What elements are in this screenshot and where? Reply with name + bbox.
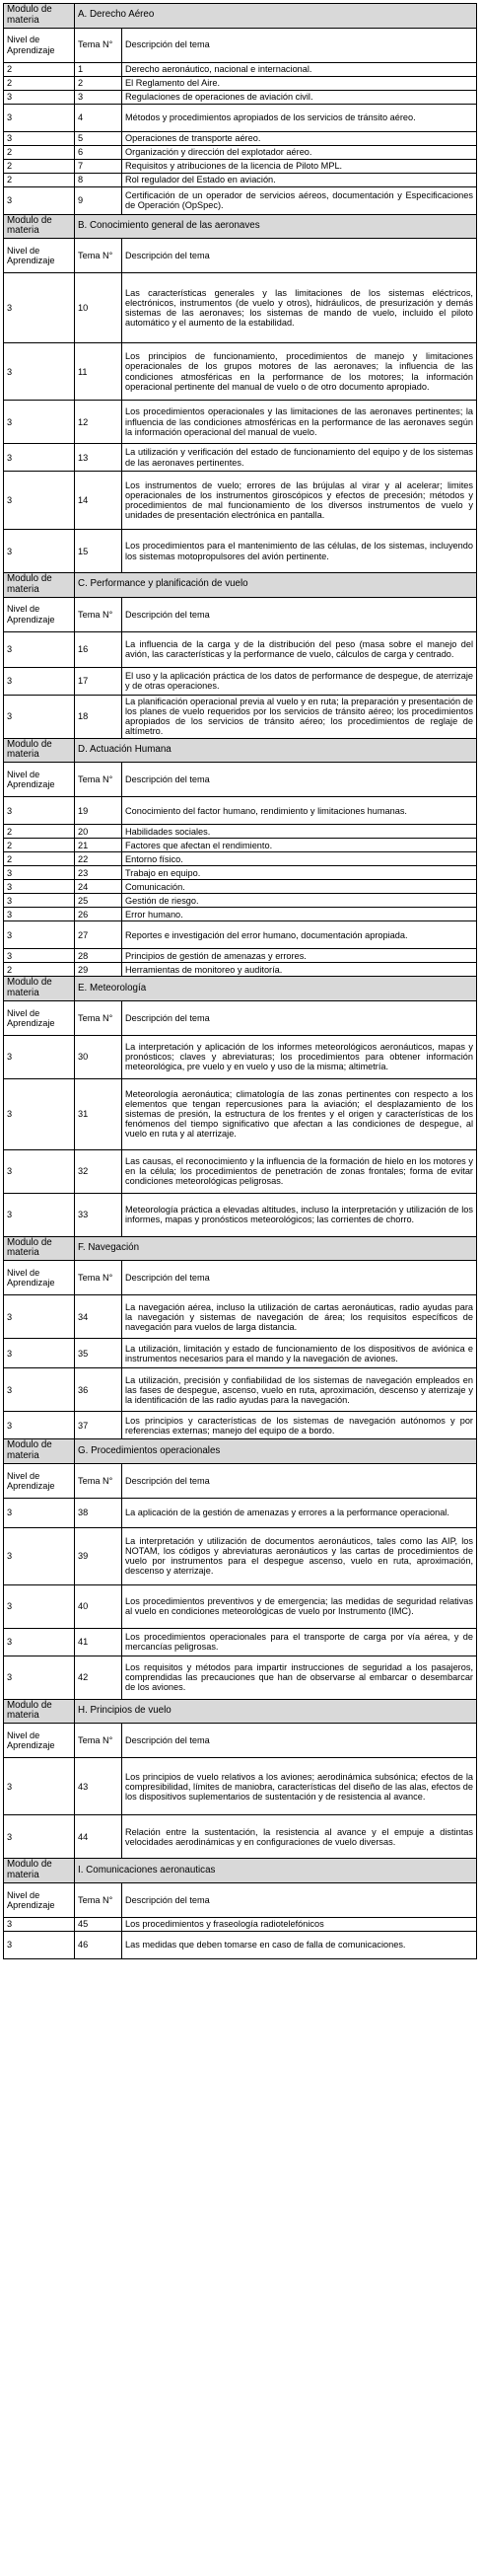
topic-description-cell: Trabajo en equipo. (122, 866, 477, 880)
header-topic-number: Tema N° (75, 28, 122, 62)
topic-number-cell: 32 (75, 1149, 122, 1193)
learning-level-cell: 3 (4, 866, 75, 880)
section-header-row (4, 1859, 477, 1883)
learning-level-cell: 2 (4, 62, 75, 76)
header-topic-number: Tema N° (75, 597, 122, 631)
learning-level-cell: 3 (4, 1931, 75, 1958)
learning-level-cell: 3 (4, 104, 75, 131)
topic-number-cell: 9 (75, 186, 122, 214)
table-row (4, 1498, 477, 1527)
header-topic-number: Tema N° (75, 1724, 122, 1758)
learning-level-cell: 3 (4, 894, 75, 908)
section-title: I. Comunicaciones aeronauticas (75, 1859, 477, 1883)
topic-description-cell: Las causas, el reconocimiento y la influencia de la formación de hielo en los motores y en la célula; los procedimientos de penetración de zonas frontales; forma de evitar condiciones meteorológicas peligrosas. (122, 1149, 477, 1193)
syllabus-table (3, 3, 477, 1959)
topic-number-cell: 7 (75, 159, 122, 173)
table-row (4, 1815, 477, 1859)
table-row (4, 825, 477, 839)
topic-description-cell: Las características generales y las limitaciones de los sistemas eléctricos, electrónicos, instrumentos (de vuelo y otros), hidráulicos, de presurización y demás sistemas de las aeronaves; los sistemas de mando de vuelo, incluido el piloto automático y el aumento de la estabilidad. (122, 273, 477, 343)
section-header-row (4, 1439, 477, 1464)
module-label: Modulo de materia (4, 1236, 75, 1261)
topic-number-cell: 44 (75, 1815, 122, 1859)
column-header-row (4, 28, 477, 62)
topic-number-cell: 16 (75, 631, 122, 667)
table-row (4, 343, 477, 401)
topic-number-cell: 34 (75, 1295, 122, 1339)
learning-level-cell: 2 (4, 852, 75, 866)
table-row (4, 963, 477, 977)
topic-description-cell: La interpretación y utilización de documentos aeronáuticos, tales como las AIP, los NOTAM, los códigos y abreviaturas aeronáuticos y las cartas de procedimientos de vuelo por instrumentos para el despegue ascenso, vuelo en ruta, aproximación, descenso y aterrizaje. (122, 1527, 477, 1584)
topic-number-cell: 2 (75, 76, 122, 90)
module-label: Modulo de materia (4, 1699, 75, 1724)
learning-level-cell: 2 (4, 963, 75, 977)
table-row (4, 104, 477, 131)
topic-number-cell: 19 (75, 797, 122, 825)
table-row (4, 173, 477, 186)
table-row (4, 1527, 477, 1584)
table-row (4, 1758, 477, 1815)
topic-number-cell: 24 (75, 880, 122, 894)
table-row (4, 401, 477, 444)
table-row (4, 908, 477, 921)
table-row (4, 186, 477, 214)
section-title: A. Derecho Aéreo (75, 4, 477, 29)
topic-description-cell: Los procedimientos y fraseología radiotelefónicos (122, 1917, 477, 1931)
topic-number-cell: 15 (75, 530, 122, 573)
learning-level-cell: 2 (4, 173, 75, 186)
topic-description-cell: Requisitos y atribuciones de la licencia de Piloto MPL. (122, 159, 477, 173)
table-row (4, 1295, 477, 1339)
module-label: Modulo de materia (4, 977, 75, 1001)
table-row (4, 866, 477, 880)
learning-level-cell: 3 (4, 667, 75, 695)
learning-level-cell: 3 (4, 1584, 75, 1628)
topic-number-cell: 11 (75, 343, 122, 401)
learning-level-cell: 3 (4, 1193, 75, 1236)
section-header-row (4, 738, 477, 763)
topic-description-cell: Los principios y características de los sistemas de navegación autónomos y por referencias externas; manejo del equipo de a bordo. (122, 1412, 477, 1439)
topic-description-cell: Los principios de funcionamiento, procedimientos de manejo y limitaciones operacionales de los grupos motores de las aeronaves; la influencia de las condiciones atmosféricas en la performance de los motores; la información operacional pertinente del manual de vuelo o de otro documento apropiado. (122, 343, 477, 401)
learning-level-cell: 3 (4, 90, 75, 104)
section-header-row (4, 1699, 477, 1724)
learning-level-cell: 3 (4, 273, 75, 343)
header-learning-level: Nivel de Aprendizaje (4, 1882, 75, 1917)
learning-level-cell: 3 (4, 1656, 75, 1699)
header-learning-level: Nivel de Aprendizaje (4, 1261, 75, 1295)
table-row (4, 1931, 477, 1958)
module-label: Modulo de materia (4, 214, 75, 239)
header-learning-level: Nivel de Aprendizaje (4, 1724, 75, 1758)
header-learning-level: Nivel de Aprendizaje (4, 1000, 75, 1035)
topic-number-cell: 13 (75, 444, 122, 472)
topic-description-cell: Meteorología práctica a elevadas altitudes, incluso la interpretación y utilización de los informes, mapas y pronósticos meteorológicos; las corrientes de chorro. (122, 1193, 477, 1236)
header-learning-level: Nivel de Aprendizaje (4, 239, 75, 273)
learning-level-cell: 2 (4, 76, 75, 90)
learning-level-cell: 3 (4, 1339, 75, 1368)
table-row (4, 880, 477, 894)
module-label: Modulo de materia (4, 1859, 75, 1883)
table-row (4, 631, 477, 667)
column-header-row (4, 763, 477, 797)
module-label: Modulo de materia (4, 4, 75, 29)
header-topic-description: Descripción del tema (122, 1882, 477, 1917)
table-row (4, 76, 477, 90)
topic-number-cell: 43 (75, 1758, 122, 1815)
topic-number-cell: 10 (75, 273, 122, 343)
section-title: C. Performance y planificación de vuelo (75, 573, 477, 598)
table-row (4, 273, 477, 343)
topic-description-cell: Regulaciones de operaciones de aviación civil. (122, 90, 477, 104)
learning-level-cell: 3 (4, 908, 75, 921)
section-header-row (4, 214, 477, 239)
topic-number-cell: 5 (75, 131, 122, 145)
topic-description-cell: Herramientas de monitoreo y auditoría. (122, 963, 477, 977)
topic-description-cell: Los procedimientos para el mantenimiento de las células, de los sistemas, incluyendo los sistemas motopropulsores del avión pertinente. (122, 530, 477, 573)
topic-number-cell: 35 (75, 1339, 122, 1368)
learning-level-cell: 2 (4, 159, 75, 173)
learning-level-cell: 3 (4, 1368, 75, 1412)
topic-description-cell: Reportes e investigación del error humano, documentación apropiada. (122, 921, 477, 949)
topic-description-cell: Las medidas que deben tomarse en caso de falla de comunicaciones. (122, 1931, 477, 1958)
table-row (4, 1193, 477, 1236)
topic-number-cell: 29 (75, 963, 122, 977)
topic-description-cell: El uso y la aplicación práctica de los datos de performance de despegue, de aterrizaje y de otras operaciones. (122, 667, 477, 695)
section-header-row (4, 4, 477, 29)
learning-level-cell: 3 (4, 401, 75, 444)
table-row (4, 949, 477, 963)
table-row (4, 894, 477, 908)
topic-description-cell: Los procedimientos operacionales para el transporte de carga por vía aérea, y de mercancías peligrosas. (122, 1628, 477, 1656)
learning-level-cell: 3 (4, 472, 75, 530)
table-row (4, 695, 477, 738)
header-topic-number: Tema N° (75, 763, 122, 797)
header-learning-level: Nivel de Aprendizaje (4, 1463, 75, 1498)
table-row (4, 1412, 477, 1439)
section-title: G. Procedimientos operacionales (75, 1439, 477, 1464)
table-row (4, 852, 477, 866)
learning-level-cell: 3 (4, 1527, 75, 1584)
header-topic-number: Tema N° (75, 1000, 122, 1035)
topic-description-cell: Organización y dirección del explotador aéreo. (122, 145, 477, 159)
learning-level-cell: 3 (4, 695, 75, 738)
header-topic-description: Descripción del tema (122, 1463, 477, 1498)
table-row (4, 797, 477, 825)
header-topic-number: Tema N° (75, 239, 122, 273)
header-topic-description: Descripción del tema (122, 1261, 477, 1295)
topic-description-cell: Operaciones de transporte aéreo. (122, 131, 477, 145)
learning-level-cell: 3 (4, 1149, 75, 1193)
module-label: Modulo de materia (4, 1439, 75, 1464)
topic-number-cell: 20 (75, 825, 122, 839)
topic-description-cell: Los principios de vuelo relativos a los aviones; aerodinámica subsónica; efectos de la compresibilidad, límites de maniobra, características del diseño de las alas, efectos de los dispositivos suplementarios de sustentación y de resistencia al avance. (122, 1758, 477, 1815)
topic-number-cell: 17 (75, 667, 122, 695)
learning-level-cell: 3 (4, 186, 75, 214)
header-topic-description: Descripción del tema (122, 1000, 477, 1035)
topic-number-cell: 28 (75, 949, 122, 963)
table-row (4, 131, 477, 145)
table-row (4, 1339, 477, 1368)
topic-description-cell: Comunicación. (122, 880, 477, 894)
topic-number-cell: 14 (75, 472, 122, 530)
table-row (4, 145, 477, 159)
section-header-row (4, 977, 477, 1001)
section-title: B. Conocimiento general de las aeronaves (75, 214, 477, 239)
table-row (4, 921, 477, 949)
topic-number-cell: 23 (75, 866, 122, 880)
topic-number-cell: 46 (75, 1931, 122, 1958)
topic-number-cell: 27 (75, 921, 122, 949)
topic-number-cell: 22 (75, 852, 122, 866)
column-header-row (4, 1000, 477, 1035)
topic-description-cell: Los instrumentos de vuelo; errores de las brújulas al virar y al acelerar; limites operacionales de los instrumentos giroscópicos y efectos de precesión; métodos y procedimientos de mal funcionamiento de los diversos instrumentos de vuelo y unidades de presentación electrónica en pantalla. (122, 472, 477, 530)
learning-level-cell: 2 (4, 825, 75, 839)
learning-level-cell: 3 (4, 797, 75, 825)
topic-description-cell: Conocimiento del factor humano, rendimiento y limitaciones humanas. (122, 797, 477, 825)
topic-number-cell: 3 (75, 90, 122, 104)
table-row (4, 1368, 477, 1412)
learning-level-cell: 2 (4, 145, 75, 159)
syllabus-document (3, 3, 476, 1959)
table-row (4, 472, 477, 530)
table-row (4, 839, 477, 852)
topic-number-cell: 1 (75, 62, 122, 76)
topic-description-cell: Habilidades sociales. (122, 825, 477, 839)
topic-description-cell: Principios de gestión de amenazas y errores. (122, 949, 477, 963)
topic-number-cell: 33 (75, 1193, 122, 1236)
topic-number-cell: 12 (75, 401, 122, 444)
table-row (4, 1149, 477, 1193)
section-title: D. Actuación Humana (75, 738, 477, 763)
topic-description-cell: Rol regulador del Estado en aviación. (122, 173, 477, 186)
learning-level-cell: 3 (4, 444, 75, 472)
topic-description-cell: Factores que afectan el rendimiento. (122, 839, 477, 852)
header-learning-level: Nivel de Aprendizaje (4, 28, 75, 62)
table-row (4, 1628, 477, 1656)
column-header-row (4, 1882, 477, 1917)
header-topic-number: Tema N° (75, 1882, 122, 1917)
learning-level-cell: 2 (4, 839, 75, 852)
learning-level-cell: 3 (4, 343, 75, 401)
header-topic-description: Descripción del tema (122, 763, 477, 797)
topic-description-cell: Los procedimientos operacionales y las limitaciones de las aeronaves pertinentes; la influencia de las condiciones atmosféricas en la performance de las aeronaves según la información operacional del manual de vuelo. (122, 401, 477, 444)
topic-number-cell: 8 (75, 173, 122, 186)
topic-description-cell: La navegación aérea, incluso la utilización de cartas aeronáuticas, radio ayudas para la navegación y sistemas de navegación de área; los requisitos específicos de navegación para vuelos de larga distancia. (122, 1295, 477, 1339)
section-title: H. Principios de vuelo (75, 1699, 477, 1724)
topic-number-cell: 38 (75, 1498, 122, 1527)
header-learning-level: Nivel de Aprendizaje (4, 597, 75, 631)
table-row (4, 62, 477, 76)
topic-description-cell: Métodos y procedimientos apropiados de los servicios de tránsito aéreo. (122, 104, 477, 131)
learning-level-cell: 3 (4, 631, 75, 667)
topic-description-cell: La planificación operacional previa al vuelo y en ruta; la preparación y presentación de los planes de vuelo requeridos por los servicios de tránsito aéreo; los procedimientos apropiados de los servicios de tránsito aéreo; los procedimientos de reglaje de altímetro. (122, 695, 477, 738)
topic-description-cell: La influencia de la carga y de la distribución del peso (masa sobre el manejo del avión, las características y la performance de vuelo, cálculos de carga y centrado. (122, 631, 477, 667)
topic-description-cell: La interpretación y aplicación de los informes meteorológicos aeronáuticos, mapas y pronósticos; claves y abreviaturas; los procedimientos para obtener información meteorológica, pre vuelo y en vuelo y uso de la misma; altimetría. (122, 1035, 477, 1078)
topic-number-cell: 40 (75, 1584, 122, 1628)
column-header-row (4, 239, 477, 273)
topic-number-cell: 30 (75, 1035, 122, 1078)
table-row (4, 1917, 477, 1931)
learning-level-cell: 3 (4, 1758, 75, 1815)
topic-number-cell: 25 (75, 894, 122, 908)
learning-level-cell: 3 (4, 131, 75, 145)
column-header-row (4, 1463, 477, 1498)
learning-level-cell: 3 (4, 1035, 75, 1078)
header-learning-level: Nivel de Aprendizaje (4, 763, 75, 797)
table-row (4, 1656, 477, 1699)
header-topic-number: Tema N° (75, 1261, 122, 1295)
learning-level-cell: 3 (4, 1295, 75, 1339)
table-row (4, 667, 477, 695)
table-row (4, 444, 477, 472)
learning-level-cell: 3 (4, 880, 75, 894)
topic-description-cell: Los requisitos y métodos para impartir instrucciones de seguridad a los pasajeros, comprendidas las precauciones que han de observarse al embarcar o desembarcar de los aviones. (122, 1656, 477, 1699)
topic-description-cell: Relación entre la sustentación, la resistencia al avance y el empuje a distintas velocidades aerodinámicas y en configuraciones de vuelo diversas. (122, 1815, 477, 1859)
table-row (4, 1078, 477, 1149)
header-topic-number: Tema N° (75, 1463, 122, 1498)
topic-description-cell: Meteorología aeronáutica; climatología de las zonas pertinentes con respecto a los elementos que tengan repercusiones para la aviación; el desplazamiento de los sistemas de presión, la estructura de los frentes y el origen y características de los fenómenos del tiempo significativo que afectan a las condiciones de despegue, al vuelo en ruta y al aterrizaje. (122, 1078, 477, 1149)
learning-level-cell: 3 (4, 1628, 75, 1656)
column-header-row (4, 1724, 477, 1758)
topic-number-cell: 31 (75, 1078, 122, 1149)
topic-number-cell: 26 (75, 908, 122, 921)
topic-number-cell: 6 (75, 145, 122, 159)
section-header-row (4, 1236, 477, 1261)
learning-level-cell: 3 (4, 530, 75, 573)
topic-number-cell: 41 (75, 1628, 122, 1656)
header-topic-description: Descripción del tema (122, 1724, 477, 1758)
topic-number-cell: 4 (75, 104, 122, 131)
topic-description-cell: Certificación de un operador de servicios aéreos, documentación y Especificaciones de Operación (OpSpec). (122, 186, 477, 214)
topic-description-cell: Error humano. (122, 908, 477, 921)
module-label: Modulo de materia (4, 738, 75, 763)
topic-description-cell: Derecho aeronáutico, nacional e internacional. (122, 62, 477, 76)
topic-number-cell: 45 (75, 1917, 122, 1931)
module-label: Modulo de materia (4, 573, 75, 598)
header-topic-description: Descripción del tema (122, 597, 477, 631)
section-header-row (4, 573, 477, 598)
learning-level-cell: 3 (4, 1412, 75, 1439)
table-row (4, 1035, 477, 1078)
learning-level-cell: 3 (4, 921, 75, 949)
header-topic-description: Descripción del tema (122, 239, 477, 273)
topic-number-cell: 21 (75, 839, 122, 852)
section-title: F. Navegación (75, 1236, 477, 1261)
topic-description-cell: El Reglamento del Aire. (122, 76, 477, 90)
header-topic-description: Descripción del tema (122, 28, 477, 62)
table-row (4, 90, 477, 104)
table-row (4, 1584, 477, 1628)
section-title: E. Meteorología (75, 977, 477, 1001)
topic-description-cell: Los procedimientos preventivos y de emergencia; las medidas de seguridad relativas al vuelo en condiciones meteorológicas de vuelo por Instrumento (IMC). (122, 1584, 477, 1628)
table-row (4, 159, 477, 173)
column-header-row (4, 1261, 477, 1295)
table-row (4, 530, 477, 573)
topic-number-cell: 42 (75, 1656, 122, 1699)
topic-number-cell: 37 (75, 1412, 122, 1439)
learning-level-cell: 3 (4, 1498, 75, 1527)
topic-description-cell: La utilización, precisión y confiabilidad de los sistemas de navegación empleados en las fases de despegue, ascenso, vuelo en ruta, aproximación, descenso y aterrizaje y la identificación de las radio ayudas para la navegación. (122, 1368, 477, 1412)
topic-number-cell: 39 (75, 1527, 122, 1584)
topic-number-cell: 36 (75, 1368, 122, 1412)
topic-description-cell: La aplicación de la gestión de amenazas y errores a la performance operacional. (122, 1498, 477, 1527)
learning-level-cell: 3 (4, 949, 75, 963)
learning-level-cell: 3 (4, 1917, 75, 1931)
topic-description-cell: La utilización y verificación del estado de funcionamiento del equipo y de los sistemas de las aeronaves pertinentes. (122, 444, 477, 472)
topic-description-cell: Gestión de riesgo. (122, 894, 477, 908)
learning-level-cell: 3 (4, 1078, 75, 1149)
topic-description-cell: Entorno físico. (122, 852, 477, 866)
topic-description-cell: La utilización, limitación y estado de funcionamiento de los dispositivos de aviónica e instrumentos necesarios para el mando y la navegación de aviones. (122, 1339, 477, 1368)
learning-level-cell: 3 (4, 1815, 75, 1859)
column-header-row (4, 597, 477, 631)
topic-number-cell: 18 (75, 695, 122, 738)
